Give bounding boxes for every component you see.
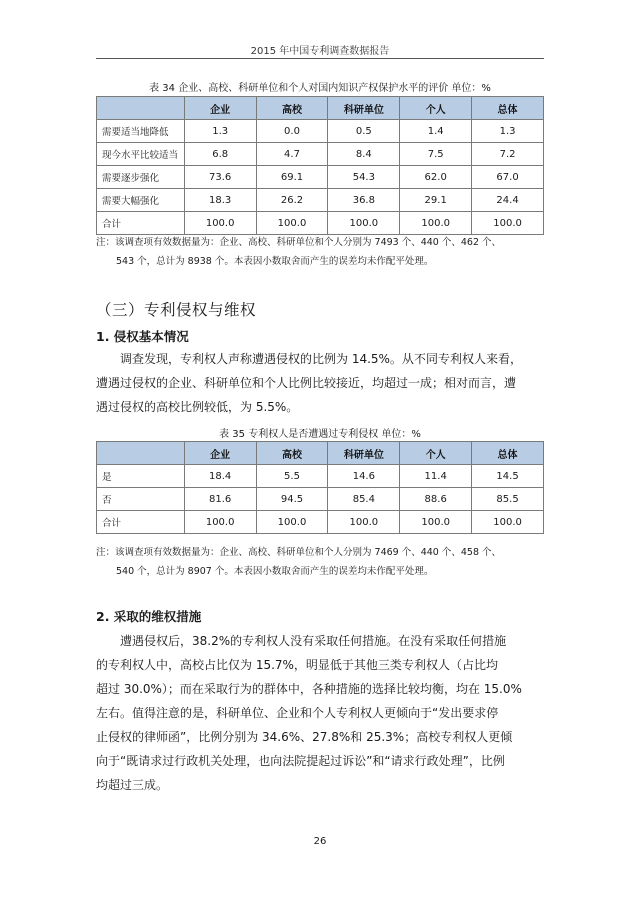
column-header: 总体 bbox=[472, 442, 544, 465]
table-cell: 100.0 bbox=[256, 511, 328, 534]
table-cell: 18.3 bbox=[184, 189, 256, 212]
table-row bbox=[97, 511, 544, 534]
table-cell: 4.7 bbox=[256, 143, 328, 166]
row-label: 需要适当地降低 bbox=[97, 120, 185, 143]
table-cell: 100.0 bbox=[400, 511, 472, 534]
table-cell: 73.6 bbox=[184, 166, 256, 189]
table-cell: 62.0 bbox=[400, 166, 472, 189]
table-cell: 94.5 bbox=[256, 488, 328, 511]
table-cell: 29.1 bbox=[400, 189, 472, 212]
subsection-1-title: 1. 侵权基本情况 bbox=[96, 329, 189, 344]
column-header: 科研单位 bbox=[328, 442, 400, 465]
paragraph-line: 左右。值得注意的是，科研单位、企业和个人专利权人更倾向于“发出要求停 bbox=[96, 706, 499, 720]
table-cell: 14.5 bbox=[472, 465, 544, 488]
subsection-2-paragraph bbox=[96, 629, 544, 797]
column-header: 个人 bbox=[400, 97, 472, 120]
table35 bbox=[96, 441, 544, 534]
table-cell: 100.0 bbox=[184, 511, 256, 534]
table-row bbox=[97, 189, 544, 212]
paragraph-line: 的专利权人中，高校占比仅为 15.7%，明显低于其他三类专利权人（占比均 bbox=[96, 658, 498, 672]
subsection-1-paragraph bbox=[96, 347, 544, 419]
table-cell: 7.5 bbox=[400, 143, 472, 166]
table-cell: 1.4 bbox=[400, 120, 472, 143]
table35-note bbox=[96, 543, 544, 581]
table-cell: 54.3 bbox=[328, 166, 400, 189]
table-cell: 100.0 bbox=[328, 212, 400, 235]
paragraph-line: 止侵权的律师函”，比例分别为 34.6%、27.8%和 25.3%；高校专利权人更倾 bbox=[96, 730, 513, 744]
header-rule bbox=[96, 58, 544, 59]
table-cell: 24.4 bbox=[472, 189, 544, 212]
table-cell: 100.0 bbox=[472, 511, 544, 534]
subsection-2-title: 2. 采取的维权措施 bbox=[96, 609, 202, 624]
page-number: 26 bbox=[313, 836, 327, 847]
column-header: 科研单位 bbox=[328, 97, 400, 120]
table-cell: 100.0 bbox=[472, 212, 544, 235]
table-cell: 6.8 bbox=[184, 143, 256, 166]
row-label: 需要大幅强化 bbox=[97, 189, 185, 212]
table35-note-line1: 注：该调查项有效数据量为：企业、高校、科研单位和个人分别为 7469 个、440 个、458 个、 bbox=[96, 547, 502, 558]
table-cell: 100.0 bbox=[328, 511, 400, 534]
paragraph-line: 遭遇过侵权的企业、科研单位和个人比例比较接近，均超过一成；相对而言，遭 bbox=[96, 376, 517, 390]
paragraph-line: 调查发现，专利权人声称遭遇侵权的比例为 14.5%。从不同专利权人来看， bbox=[120, 352, 522, 366]
column-header: 企业 bbox=[184, 97, 256, 120]
page-header: 2015 年中国专利调查数据报告 bbox=[250, 46, 390, 57]
table-cell: 85.4 bbox=[328, 488, 400, 511]
table35-caption: 表 35 专利权人是否遭遇过专利侵权 单位：% bbox=[219, 429, 421, 440]
column-header: 企业 bbox=[184, 442, 256, 465]
table-cell: 18.4 bbox=[184, 465, 256, 488]
column-header: 高校 bbox=[256, 442, 328, 465]
table35-note-line2: 540 个，总计为 8907 个。本表因小数取舍而产生的误差均未作配平处理。 bbox=[116, 566, 434, 577]
table-cell: 0.0 bbox=[256, 120, 328, 143]
table-cell: 67.0 bbox=[472, 166, 544, 189]
table-cell: 88.6 bbox=[400, 488, 472, 511]
section-title: （三）专利侵权与维权 bbox=[96, 301, 257, 319]
row-label: 是 bbox=[97, 465, 185, 488]
row-label: 合计 bbox=[97, 511, 185, 534]
paragraph-line: 均超过三成。 bbox=[96, 778, 169, 792]
column-header: 总体 bbox=[472, 97, 544, 120]
table-cell: 1.3 bbox=[184, 120, 256, 143]
table34 bbox=[96, 96, 544, 235]
column-header: 个人 bbox=[400, 442, 472, 465]
table-cell: 1.3 bbox=[472, 120, 544, 143]
row-label: 需要逐步强化 bbox=[97, 166, 185, 189]
table34-note bbox=[96, 233, 544, 271]
table-row bbox=[97, 143, 544, 166]
table-row bbox=[97, 212, 544, 235]
table-row bbox=[97, 166, 544, 189]
column-header bbox=[97, 97, 185, 120]
table-cell: 100.0 bbox=[184, 212, 256, 235]
table-cell: 11.4 bbox=[400, 465, 472, 488]
table34-caption: 表 34 企业、高校、科研单位和个人对国内知识产权保护水平的评价 单位：% bbox=[149, 83, 491, 94]
table-row bbox=[97, 488, 544, 511]
paragraph-line: 遭遇侵权后，38.2%的专利权人没有采取任何措施。在没有采取任何措施 bbox=[120, 634, 507, 648]
row-label: 否 bbox=[97, 488, 185, 511]
table34-header-row bbox=[97, 97, 544, 120]
table-cell: 0.5 bbox=[328, 120, 400, 143]
table34-note-line1: 注：该调查项有效数据量为：企业、高校、科研单位和个人分别为 7493 个、440 个、462 个、 bbox=[96, 237, 502, 248]
table35-header-row bbox=[97, 442, 544, 465]
table-cell: 81.6 bbox=[184, 488, 256, 511]
column-header bbox=[97, 442, 185, 465]
table-cell: 69.1 bbox=[256, 166, 328, 189]
table-cell: 36.8 bbox=[328, 189, 400, 212]
table-cell: 26.2 bbox=[256, 189, 328, 212]
table-cell: 8.4 bbox=[328, 143, 400, 166]
paragraph-line: 超过 30.0%）；而在采取行为的群体中，各种措施的选择比较均衡，均在 15.0% bbox=[96, 682, 522, 696]
table-cell: 100.0 bbox=[256, 212, 328, 235]
table-cell: 85.5 bbox=[472, 488, 544, 511]
paragraph-line: 遇过侵权的高校比例较低，为 5.5%。 bbox=[96, 400, 299, 414]
table34-note-line2: 543 个，总计为 8938 个。本表因小数取舍而产生的误差均未作配平处理。 bbox=[116, 256, 434, 267]
table-cell: 14.6 bbox=[328, 465, 400, 488]
row-label: 现今水平比较适当 bbox=[97, 143, 185, 166]
table-cell: 5.5 bbox=[256, 465, 328, 488]
paragraph-line: 向于“既请求过行政机关处理，也向法院提起过诉讼”和“请求行政处理”，比例 bbox=[96, 754, 505, 768]
table-cell: 100.0 bbox=[400, 212, 472, 235]
table-row bbox=[97, 465, 544, 488]
row-label: 合计 bbox=[97, 212, 185, 235]
column-header: 高校 bbox=[256, 97, 328, 120]
table-cell: 7.2 bbox=[472, 143, 544, 166]
table-row bbox=[97, 120, 544, 143]
